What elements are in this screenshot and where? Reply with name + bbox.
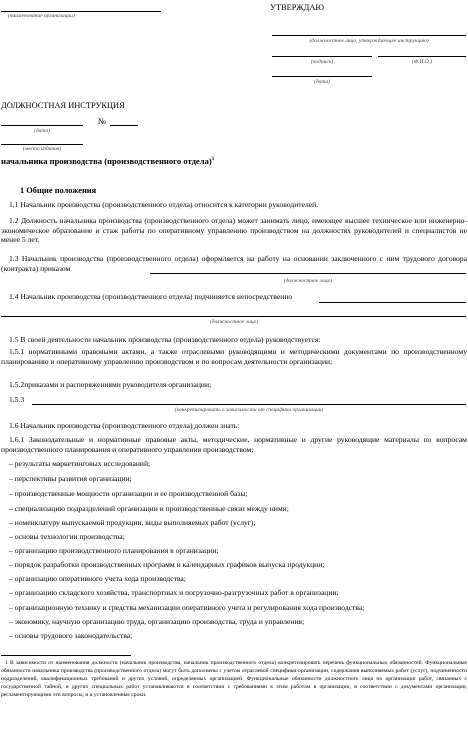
approve-title: УТВЕРЖДАЮ — [270, 3, 324, 12]
list-item: – экономику, научную организацию труда, организацию производства, труда и управления; — [9, 617, 305, 626]
fio-line — [378, 56, 466, 57]
paragraph-1-6-1: 1.6.1 Законодательные и нормативные правовые акты, методические, нормативные и другие руководящие материалы по вопросам производственного планирования и оперативного управления производством; — [1, 435, 467, 454]
list-item: – организацию складского хозяйства, транспортных и погрузочно-разгрузочных работ в организации; — [9, 588, 339, 597]
doc-date-caption: (дата) — [34, 128, 50, 134]
list-item: – основы технологии производства; — [9, 532, 125, 541]
footnote-separator — [1, 655, 131, 656]
org-name-line — [1, 11, 161, 12]
hire-order-line — [150, 273, 466, 274]
paragraph-1-5-1: 1.5.1 нормативными правовыми актами, а также отраслевыми руководящими и методическими документами по производственному планированию и оперативному управлению производством и по вопросам деятельности организации; — [1, 347, 467, 366]
specifics-caption: (конкретизировать в зависимости от специфики организации) — [174, 407, 324, 413]
list-item: – результаты маркетинговых исследований; — [9, 459, 151, 468]
approval-date-line — [272, 76, 372, 77]
supervisor-caption: (должностное лицо) — [209, 319, 259, 325]
paragraph-1-1: 1.1 Начальник производства (производственного отдела) относится к категории руководителей. — [9, 200, 319, 209]
fio-caption: (Ф.И.О.) — [411, 59, 433, 65]
list-item: – организацию производственного планирования в организации; — [9, 546, 219, 555]
footnote: 1 В зависимости от наименования должности (начальник производства, начальник производственного отдела) конкретизировать перечень функциональных обязанностей. Функциональные обязанности начальника производства (производственного отдела) могут быть дополнены с учетом отраслевой специфики организации, содержания выполняемых работ (услуг), подчиненности подразделений, квалификационных требований и других условий, определяемых организацией. Функциональные обязанности должностного лица по организации работ, связанных с государственной тайной, и других специальных работ устанавливаются в соответствии с требованиями к этим работам в организации, в соответствии с документами организации, регламентирующими эти вопросы, и в установленные сроки. — [1, 660, 467, 698]
place-caption: (место издания) — [22, 146, 62, 152]
section-heading: 1 Общие положения — [20, 186, 97, 195]
approval-date-caption: (дата) — [314, 79, 330, 85]
list-item: – перспективы развития организации; — [9, 474, 132, 483]
footnote-mark: 1 — [211, 157, 215, 163]
document-title: ДОЛЖНОСТНАЯ ИНСТРУКЦИЯ — [1, 101, 125, 110]
list-item: – организационную технику и средства механизации оперативного учета и регулирования хода производства; — [9, 603, 365, 612]
position-title: начальника производства (производственного отдела)$^1$ — [1, 156, 215, 166]
number-sign: № — [98, 117, 106, 126]
list-item: – основы трудового законодательства; — [9, 631, 133, 640]
paragraph-1-3: 1.3 Начальник производства (производственного отдела) оформляется на работу на основании заключенного с ним трудового договора (контракта) приказом — [1, 254, 467, 273]
signature-caption: (подпись) — [310, 59, 334, 65]
org-name-caption: (наименование организации) — [8, 13, 75, 19]
specifics-line — [32, 404, 466, 405]
paragraph-1-5-2: 1.5.2приказами и распоряжениями руководителя организации; — [9, 380, 212, 389]
list-item: – специализацию подразделений организации и производственные связи между ними; — [9, 504, 289, 513]
signature-line — [272, 56, 372, 57]
supervisor-line — [319, 302, 466, 303]
place-line — [1, 144, 83, 145]
approver-position-caption: (должностное лицо, утверждающее инструкцию) — [309, 38, 429, 44]
list-item: – организацию оперативного учета хода производства; — [9, 574, 186, 583]
paragraph-1-4: 1.4 Начальник производства (производственного отдела) подчиняется непосредственно — [9, 292, 293, 301]
doc-date-line — [1, 125, 83, 126]
supervisor-line-2 — [1, 316, 466, 317]
doc-number-line — [110, 125, 138, 126]
paragraph-1-6: 1.6 Начальник производства (производственного отдела) должен знать: — [9, 421, 240, 430]
approver-position-line — [272, 35, 466, 36]
list-item: – порядок разработки производственных программ и календарных графиков выпуска продукции; — [9, 560, 325, 569]
list-item: – производственные мощности организации и ее производственной базы; — [9, 489, 248, 498]
paragraph-1-2: 1.2 Должность начальника производства (производственного отдела) может занимать лицо, имеющее высшее техническое или инженерно-экономическое образование и стаж работы по оперативному управлению производством на должностях руководителей и специалистов не менее 5 лет. — [1, 216, 467, 245]
paragraph-1-5-3: 1.5.3 — [9, 395, 25, 404]
list-item: – номенклатуру выпускаемой продукции, виды выполняемых работ (услуг); — [9, 518, 256, 527]
paragraph-1-5: 1.5 В своей деятельности начальник производства (производственного отдела) руководствуется: — [9, 335, 321, 344]
hire-order-caption: (должностное лицо) — [283, 278, 333, 284]
